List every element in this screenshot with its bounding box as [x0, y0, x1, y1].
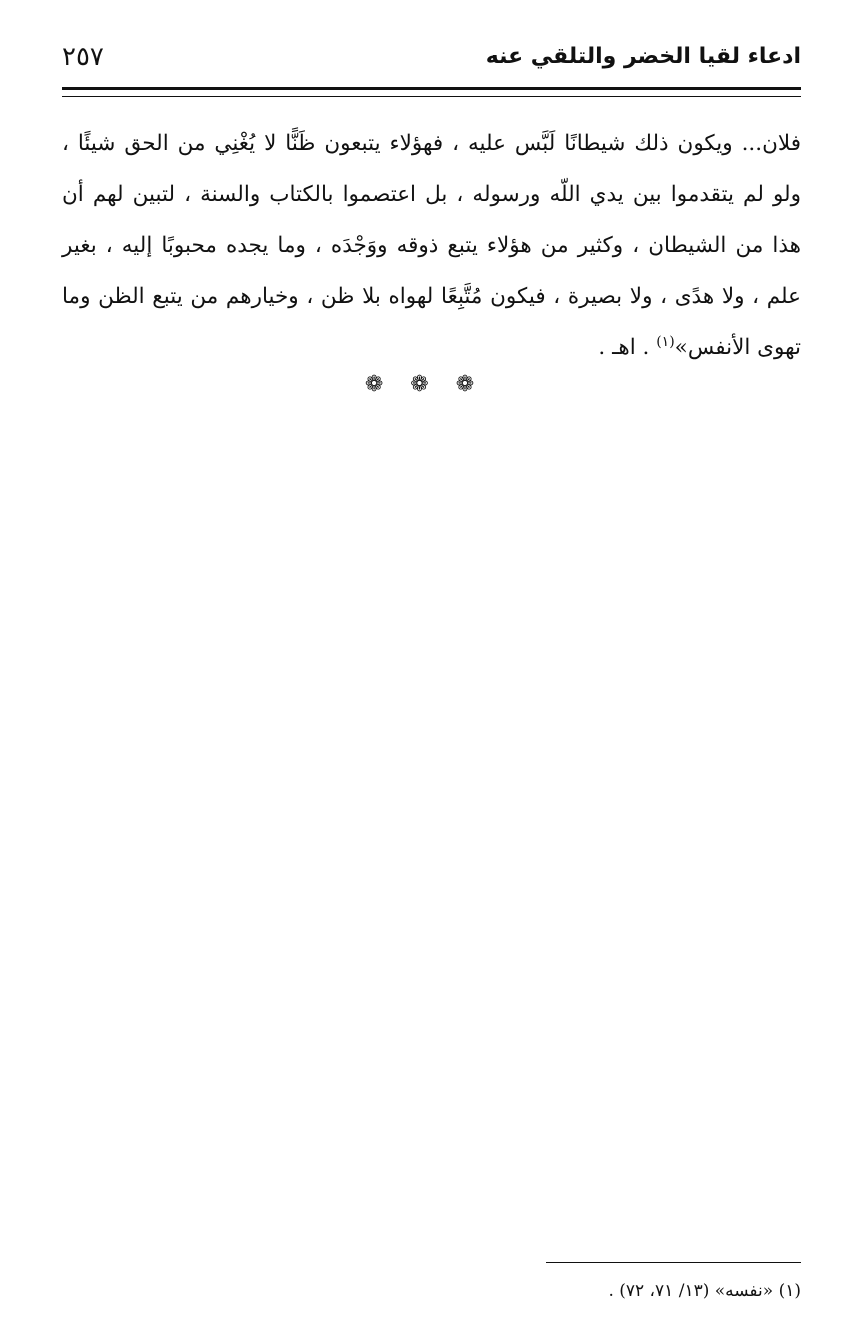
page-number: ٢٥٧	[62, 42, 104, 72]
paragraph-ending: . اهـ .	[598, 335, 657, 360]
paragraph	[62, 118, 801, 373]
section-divider-ornaments: ❁ ❁ ❁	[364, 372, 485, 397]
paragraph-text: فلان... ويكون ذلك شيطانًا لَبَّس عليه ، فهؤلاء يتبعون ظَنًّا لا يُغْنِي من الحق شيئًا ، ولو لم يتقدموا بين يدي اللّه ورسوله ، بل اعتصموا بالكتاب والسنة ، لتبين لهم أن هذا من الشيطان ، وكثير من هؤلاء يتبع ذوقه ووَجْدَه ، وما يجده محبوبًا إليه ، بغير علم ، ولا هدًى ، ولا بصيرة ، فيكون مُتَّبِعًا لهواه بلا ظن ، وخيارهم من يتبع الظن وما تهوى الأنفس»	[62, 131, 801, 360]
footnote-text: (١) «نفسه» (١٣/ ٧١، ٧٢) .	[608, 1281, 801, 1301]
footnote-reference[interactable]: (١)	[656, 333, 675, 350]
running-title: ادعاء لقيا الخضر والتلقي عنه	[485, 44, 801, 69]
footnote-separator	[546, 1262, 801, 1263]
running-head	[62, 38, 801, 82]
footnote	[62, 1278, 801, 1304]
header-double-rule	[62, 87, 801, 97]
body-paragraph	[62, 118, 801, 373]
